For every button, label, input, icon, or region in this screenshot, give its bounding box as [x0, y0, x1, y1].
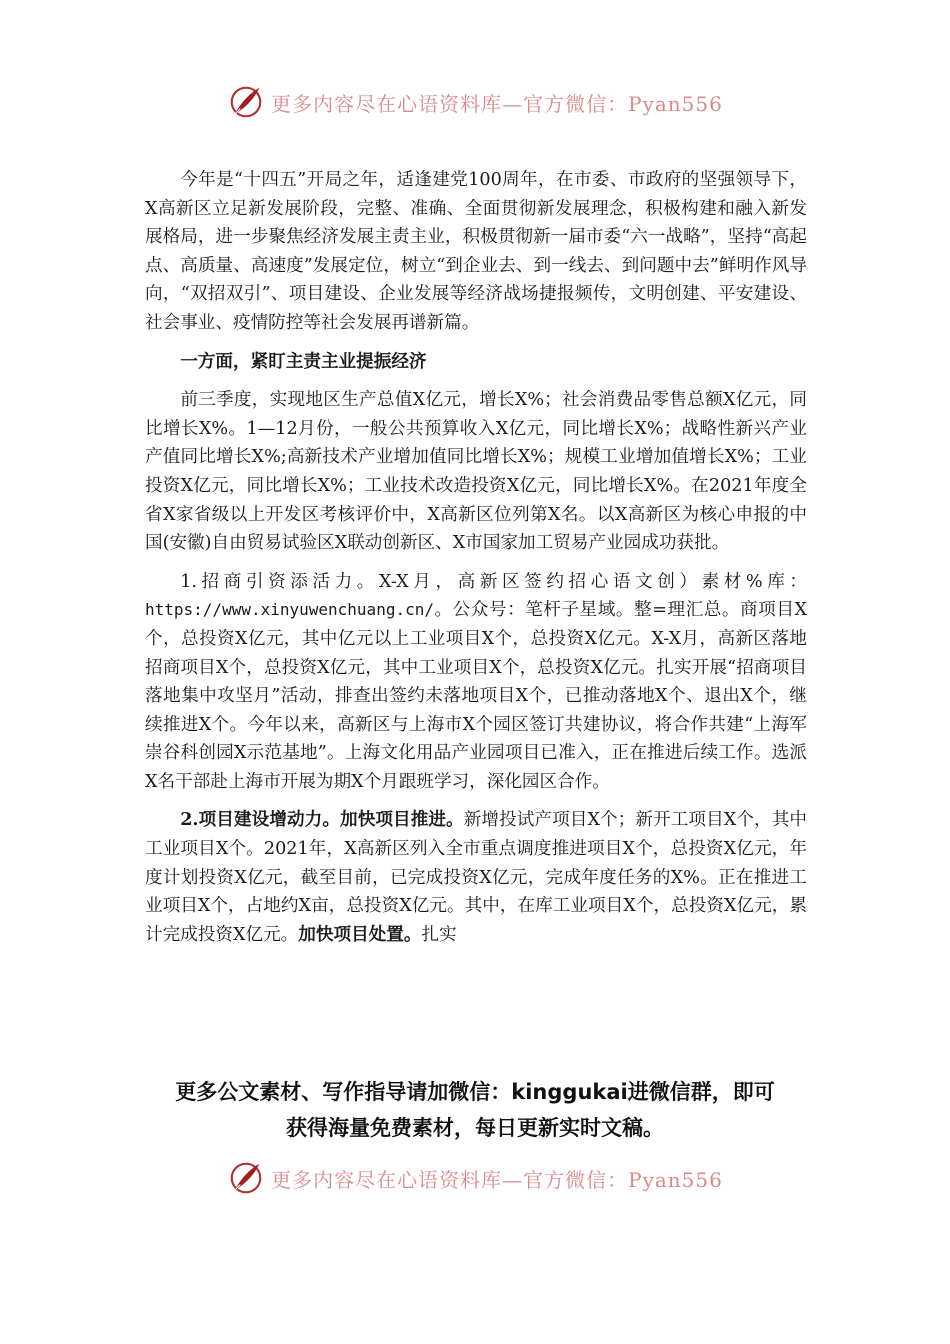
promo-line-2: 获得海量免费素材，每日更新实时文稿。: [286, 1116, 664, 1140]
header-banner-text: 更多内容尽在心语资料库—官方微信：Pyan556: [271, 91, 723, 116]
investment-rest: 。公众号：笔杆子星域。整=理汇总。商项目X个，总投资X亿元，其中亿元以上工业项目X个，总投资X亿元。X-X月，高新区落地招商项目X个，总投资X亿元，其中工业项目X个，总投资X亿元。扎实开展“招商项目落地集中攻坚月”活动，排查出签约未落地项目X个，已推动落地X个、退出X个，继续推进X个。今年以来，高新区与上海市X个园区签订共建协议，将合作共建“上海军崇谷科创园X示范基地”。上海文化用品产业园项目已准入，正在推进后续工作。选派X名干部赴上海市开展为期X个月跟班学习，深化园区合作。: [145, 600, 807, 792]
project-text: 新增投试产项目X个；新开工项目X个，其中工业项目X个。2021年，X高新区列入全市重点调度推进项目X个，总投资X亿元，年度计划投资X亿元，截至目前，已完成投资X亿元，完成年度任务的X%。正在推进工业项目X个，占地约X亩，总投资X亿元。其中，在库工业项目X个，总投资X亿元，累计完成投资X亿元。: [145, 810, 807, 945]
quill-logo-icon: [227, 1159, 265, 1197]
document-body: [145, 166, 807, 959]
project-paragraph: [145, 806, 807, 949]
stats-paragraph: 前三季度，实现地区生产总值X亿元，增长X%；社会消费品零售总额X亿元，同比增长X%。1—12月份，一般公共预算收入X亿元，同比增长X%；战略性新兴产业产值同比增长X%;高新技术产业增加值同比增长X%；规模工业增加值增长X%；工业投资X亿元，同比增长X%；工业技术改造投资X亿元，同比增长X%。在2021年度全省X家省级以上开发区考核评价中，X高新区位列第X名。以X高新区为核心申报的中国(安徽)自由贸易试验区X联动创新区、X市国家加工贸易产业园成功获批。: [145, 390, 807, 554]
investment-paragraph: [145, 568, 807, 797]
project-tail: 扎实: [421, 924, 457, 945]
investment-lead: 1.招商引资添活力。X-X月，高新区签约招心语文创）素材%库：: [180, 571, 807, 592]
header-banner: [0, 82, 950, 122]
promo-notice: [120, 1074, 830, 1146]
intro-paragraph: 今年是“十四五”开局之年，适逢建党100周年，在市委、市政府的坚强领导下，X高新区立足新发展阶段，完整、准确、全面贯彻新发展理念，积极构建和融入新发展格局，进一步聚焦经济发展主责主业，积极贯彻新一届市委“六一战略”，坚持“高起点、高质量、高速度”发展定位，树立“到企业去、到一线去、到问题中去”鲜明作风导向，“双招双引”、项目建设、企业发展等经济战场捷报频传，文明创建、平安建设、社会事业、疫情防控等社会发展再谱新篇。: [145, 170, 807, 333]
project-lead: 2.项目建设增动力。加快项目推进。: [180, 809, 464, 831]
website-link: https://www.xinyuwenchuang.cn/: [145, 600, 434, 620]
promo-line-1: 更多公文素材、写作指导请加微信：kinggukai进微信群，即可: [175, 1080, 775, 1104]
section-heading: 一方面，紧盯主责主业提振经济: [180, 350, 427, 372]
quill-logo-icon: [227, 83, 265, 121]
footer-banner-text: 更多内容尽在心语资料库—官方微信：Pyan556: [271, 1167, 723, 1192]
footer-banner: [0, 1158, 950, 1198]
project-bold-end: 加快项目处置。: [298, 923, 422, 945]
